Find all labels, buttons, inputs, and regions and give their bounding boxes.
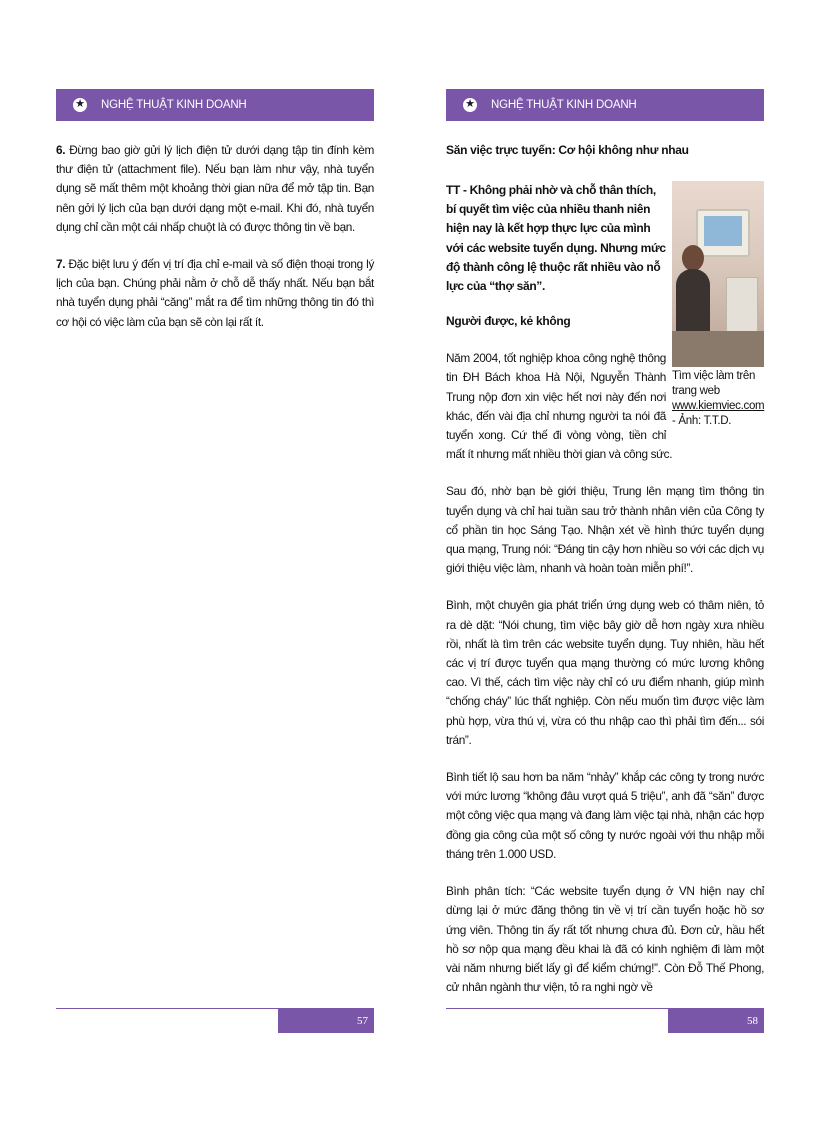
tip-number: 7. [56,257,66,272]
section-header-bar [56,89,374,121]
page-number: 58 [668,1009,764,1033]
section-header-bar [446,89,764,121]
article-paragraph: Bình phân tích: “Các website tuyển dụng ở VN hiện nay chỉ dừng lại ở mức đăng thông tin về vị trí cần tuyển hoặc hồ sơ ứng viên. Thông tin ấy rất tốt nhưng chưa đủ. Đơn cử, hầu hết hồ sơ nộp qua mạng đều khai là đã có kinh nghiệm đi làm một vài năm nhưng biết lấy gì để kiểm chứng!”. Còn Đỗ Thế Phong, cử nhân ngành thư viện, tỏ ra nghi ngờ về [446,884,764,995]
article-subheading: Người được, kẻ không [446,314,571,329]
section-header-title: NGHỆ THUẬT KINH DOANH [491,99,637,111]
page-number: 57 [278,1009,374,1033]
article-title: Săn việc trực tuyến: Cơ hội không như nhau [446,143,689,157]
photo-computer-user [672,181,764,367]
article-paragraph: Bình, một chuyên gia phát triển ứng dụng web có thâm niên, tỏ ra dè dặt: “Nói chung, tìm việc bây giờ dễ hơn ngày xưa nhiều rồi, nhất là tìm trên các website tuyển dụng. Tuy nhiên, hầu hết các vị trí được tuyển qua mạng thường có mức lương không cao. Vì thế, cách tìm việc này chỉ có ưu điểm nhanh, giúp mình “chống cháy” lúc thất nghiệp. Còn nếu muốn tìm được việc làm phù hợp, vừa thú vị, vừa có thu nhập cao thì phải tìm đến... sói trán”. [446,598,764,747]
left-page [56,0,376,1123]
kiemviec-link[interactable]: www.kiemviec.com [672,400,765,412]
article-paragraph: Sau đó, nhờ bạn bè giới thiệu, Trung lên mạng tìm thông tin tuyển dụng và chỉ hai tuần sau trở thành nhân viên của Công ty cổ phần tin học Sáng Tạo. Nhận xét về hình thức tuyển dụng qua mạng, Trung nói: “Đáng tin cậy hơn nhiều so với các dịch vụ giới thiệu việc làm, nhanh và hoàn toàn miễn phí!”. [446,484,764,576]
article-paragraph: Bình tiết lộ sau hơn ba năm “nhảy” khắp các công ty trong nước với mức lương “không đâu vượt quá 5 triệu”, anh đã “săn” được một công việc qua mạng và đang làm việc tại nhà, nhận các hợp đồng gia công của một số công ty nước ngoài với thu nhập mỗi tháng trên 1.000 USD. [446,770,764,861]
right-page-content [446,141,764,1015]
article-paragraph: Năm 2004, tốt nghiệp khoa công nghệ thông tin ĐH Bách khoa Hà Nội, Nguyễn Thành Trung nộp đơn xin việc hết nơi này đến nơi khác, đến vài địa chỉ nhưng người ta nói đã tuyển xong. Cứ thế đi vòng vòng, tiền chỉ mất ít nhưng mất nhiều thời gian và công sức. [446,351,673,462]
left-page-content [56,141,374,350]
tip-text: Đặc biệt lưu ý đến vị trí địa chỉ e-mail và số điện thoại trong lý lịch của bạn. Chúng phải nằm ở chỗ dễ thấy nhất. Nếu bạn bắt nhà tuyển dụng phải “căng” mắt ra để tìm những thông tin đó thì cơ hội có việc làm của bạn sẽ còn lại rất ít. [56,257,374,329]
star-badge-icon [463,98,477,112]
tip-paragraph-6 [56,141,374,237]
right-page [446,0,766,1123]
section-header-title: NGHỆ THUẬT KINH DOANH [101,99,247,111]
star-badge-icon [73,98,87,112]
photo-caption: Tìm việc làm trên trang web www.kiemviec.com - Ảnh: T.T.D. [672,370,765,427]
tip-paragraph-7 [56,255,374,332]
tip-number: 6. [56,143,66,157]
tip-text: Đừng bao giờ gửi lý lịch điện tử dưới dạng tập tin đính kèm thư điện tử (attachment file). Nếu bạn làm như vậy, nhà tuyển dụng sẽ mất thêm một khoảng thời gian nữa để mở tập tin. Bạn nên gởi lý lịch của bạn dưới dạng một e-mail. Khi đó, nhà tuyển dụng chỉ cần một cái nhấp chuột là có được thông tin về bạn. [56,143,374,234]
article-lead: TT - Không phải nhờ và chỗ thân thích, bí quyết tìm việc của nhiều thanh niên hiện nay là kết hợp thực lực của mình với các website tuyển dụng. Nhưng mức độ thành công lệ thuộc rất nhiều vào nỗ lực của “thợ săn”. [446,183,666,294]
article-photo [672,181,764,429]
